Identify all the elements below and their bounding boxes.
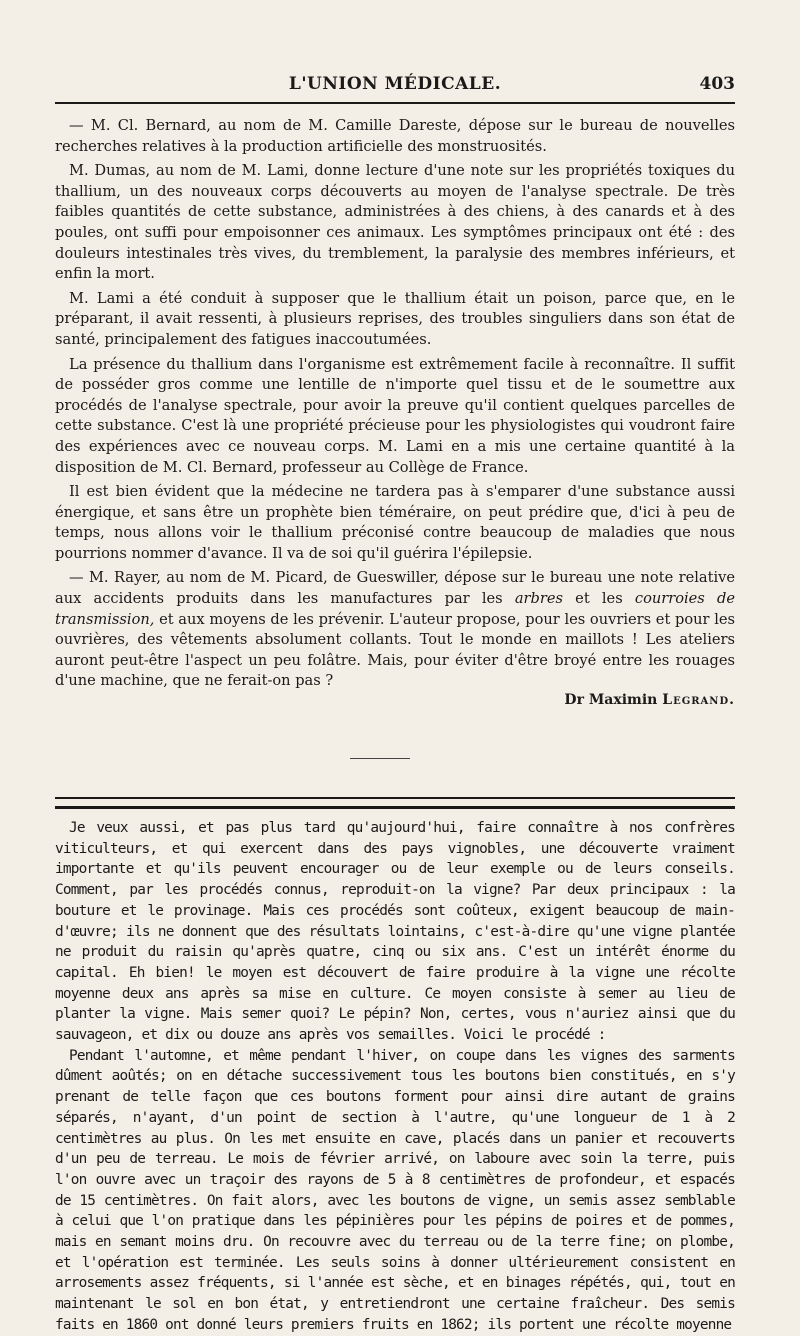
paragraph-thallium: La présence du thallium dans l'organisme est extrêmement facile à reconnaître. Il suffit de posséder gros comme une lentille de n'importe quel tissu et de le soumettre aux procédés de l'analyse spectrale, pour avoir la preuve qu'il contient quelques parcelles de cette substance. C'est là une propriété précieuse pour les physiologistes qui voudront faire des expériences avec ce nouveau corps. M. Lami en a mis une certaine quantité à la disposition de M. Cl. Bernard, professeur au Collège de France.: [55, 355, 735, 476]
header-rule: [55, 102, 735, 104]
feuilleton-paragraph-1: Je veux aussi, et pas plus tard qu'aujourd'hui, faire connaître à nos confrères viticulteurs, et qui exercent dans des pays vignobles, une découverte vraiment importante et qu'ils peuvent encourager ou de leur exemple ou de leurs conseils. Comment, par les procédés connus, reproduit-on la vigne? Par deux principaux : la bouture et le provinage. Mais ces procédés sont coûteux, exigent beaucoup de main-d'œuvre; ils ne donnent que des résultats lointains, c'est-à-dire qu'une vigne plantée ne produit du raisin qu'après quatre, cinq ou six ans. C'est un intérêt énorme du capital. Eh bien! le moyen est découvert de faire produire à la vigne une récolte moyenne deux ans après sa mise en culture. Ce moyen consiste à semer au lieu de planter la vigne. Mais semer quoi? Le pépin? Non, certes, vous n'auriez ainsi que du sauvageon, et dix ou douze ans après vos semailles. Voici le procédé :: [55, 820, 735, 1044]
paragraph-bernard: — M. Cl. Bernard, au nom de M. Camille Dareste, dépose sur le bureau de nouvelles recherches relatives à la production artificielle des monstruosités.: [55, 117, 735, 155]
short-rule: [350, 758, 410, 759]
feuilleton-divider: [55, 797, 735, 809]
paragraph-medecine: Il est bien évident que la médecine ne tardera pas à s'emparer d'une substance aussi énergique, et sans être un prophète bien téméraire, on peut prédire que, d'ici à peu de temps, nous allons voir le thallium préconisé contre beaucoup de maladies que nous pourrions nommer d'avance. Il va de soi qu'il guérira l'épilepsie.: [55, 483, 735, 562]
running-header: [55, 74, 735, 98]
signature: Dr Maximin Legrand.: [564, 692, 735, 709]
journal-title: L'UNION MÉDICALE.: [288, 74, 502, 94]
paragraph-rayer: — M. Rayer, au nom de M. Picard, de Gueswiller, dépose sur le bureau une note relative aux accidents produits dans les manufactures par les arbres et les courroies de transmission, et aux moyens de les prévenir. L'auteur propose, pour les ouvriers et pour les ouvrières, des vêtements absolument collants. Tout le monde en maillots ! Les ateliers auront peut-être l'aspect un peu folâtre. Mais, pour éviter d'être broyé entre les rouages d'une machine, que ne ferait-on pas ?: [55, 569, 735, 690]
feuilleton-paragraph-2: Pendant l'automne, et même pendant l'hiver, on coupe dans les vignes des sarments dûment aoûtés; on en détache successivement tous les boutons bien constitués, en s'y prenant de telle façon que ces boutons forment pour ainsi dire autant de grains séparés, n'ayant, d'un point de section à l'autre, qu'une longueur de 1 à 2 centimètres au plus. On les met ensuite en cave, placés dans un panier et recouverts d'un peu de terreau. Le mois de février arrivé, on laboure avec soin la terre, puis l'on ouvre avec un traçoir des rayons de 5 à 8 centimètres de profondeur, et espacés de 15 centimètres. On fait alors, avec les boutons de vigne, un semis assez semblable à celui que l'on pratique dans les pépinières pour les pépins de poires et de pommes, mais en semant moins dru. On recouvre avec du terreau ou de la terre fine; on plombe, et l'opération est terminée. Les seuls soins à donner ultérieurement consistent en arrosements assez fréquents, si l'année est sèche, et en binages répétés, qui, tout en maintenant le sol en bon état, y entretiendront une certaine fraîcheur. Des semis faits en 1860 ont donné leurs premiers fruits en 1862; ils portent une récolte moyenne: [55, 1047, 735, 1333]
feuilleton-body: [55, 818, 735, 1336]
article-body: [55, 116, 735, 711]
paragraph-dumas: M. Dumas, au nom de M. Lami, donne lecture d'une note sur les propriétés toxiques du thallium, un des nouveaux corps découverts au moyen de l'analyse spectrale. De très faibles quantités de cette substance, administrées à des chiens, à des canards et à des poules, ont suffi pour empoisonner ces animaux. Les symptômes principaux ont été : des douleurs intestinales très vives, du tremblement, la paralysie des membres inférieurs, et enfin la mort.: [55, 162, 735, 283]
paragraph-lami: M. Lami a été conduit à supposer que le thallium était un poison, parce que, en le préparant, il avait ressenti, à plusieurs reprises, des troubles singuliers dans son état de santé, principalement des fatigues inaccoutumées.: [55, 289, 735, 348]
page-number: 403: [699, 74, 735, 94]
